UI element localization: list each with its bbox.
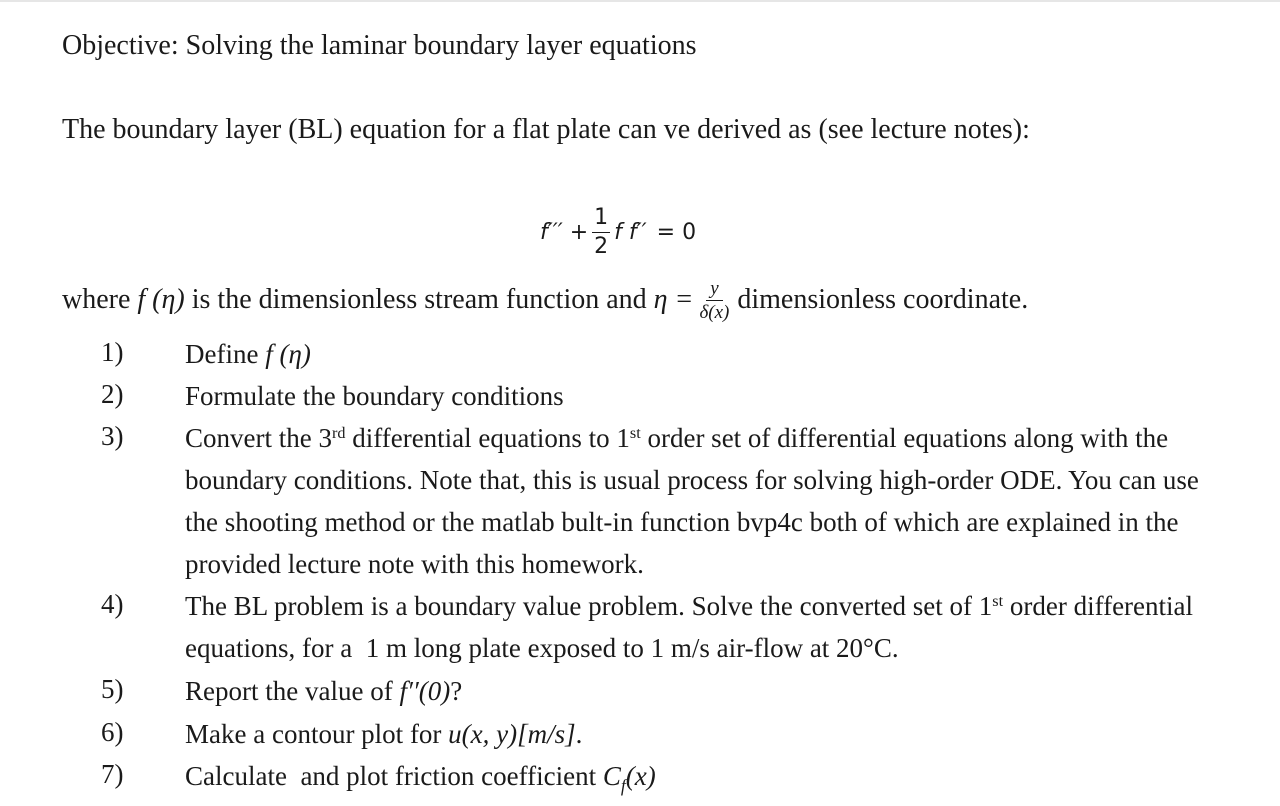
eta-fraction-numerator: y [706, 279, 722, 301]
equation-fraction [592, 204, 610, 259]
list-item-text: Formulate the boundary conditions [185, 381, 564, 411]
list-item-number: 7) [101, 759, 124, 789]
top-divider [0, 0, 1280, 2]
eta-fraction [699, 279, 729, 322]
intro-paragraph: The boundary layer (BL) equation for a flat plate can ve derived as (see lecture notes): [62, 114, 1030, 145]
item-math: f (η) [265, 339, 311, 369]
where-eta-eq: η = [653, 284, 694, 315]
list-item-text [185, 670, 1205, 712]
item-text: Make a contour plot for [185, 719, 442, 749]
equation-fraction-numerator: 1 [592, 207, 610, 233]
list-item-number: 6) [101, 717, 124, 747]
list-item-number: 1) [101, 337, 124, 367]
list-item-number: 3) [101, 421, 124, 451]
item-superscript: st [992, 592, 1004, 611]
list-item-number: 5) [101, 674, 124, 704]
objective-heading: Objective: Solving the laminar boundary layer equations [62, 30, 697, 61]
equation-rhs: = 0 [656, 219, 697, 245]
list-item-text [185, 755, 1205, 806]
item-text: differential equations to 1 [345, 423, 630, 453]
item-text: Calculate and plot friction coefficient [185, 761, 597, 791]
item-text: Define [185, 339, 259, 369]
where-line [62, 276, 1028, 324]
list-item-text [185, 713, 1205, 755]
list-item-text [185, 417, 1205, 585]
list-item-text [185, 333, 1205, 375]
list-item-number: 4) [101, 589, 124, 619]
where-part2: is the dimensionless stream function and [191, 284, 647, 315]
item-math: u(x, y)[m/s] [448, 719, 576, 749]
item-tail: . [575, 719, 583, 749]
eta-fraction-denominator: δ(x) [699, 301, 730, 323]
list-item-number: 2) [101, 379, 124, 409]
item-text: The BL problem is a boundary value problem. Solve the converted set of 1 [185, 591, 993, 621]
bl-equation [540, 202, 696, 262]
where-f-eta: f (η) [137, 284, 185, 315]
item-math: C [602, 761, 621, 791]
item-subscript: f [620, 775, 626, 796]
item-math: f′′(0) [399, 676, 451, 706]
item-text: Convert the 3 [185, 423, 332, 453]
item-superscript: rd [331, 424, 346, 443]
item-text: order set of differential equations along with the boundary conditions. Note that, this is usual process for solving high-order ODE. You can use the shooting method or the matlab bult-in function bvp4c both of which are explained in the provided lecture note with this homework. [185, 423, 1199, 579]
item-superscript: st [629, 424, 641, 443]
equation-lhs-start: f′′′ + [540, 219, 589, 245]
where-part3: dimensionless coordinate. [737, 284, 1029, 315]
item-math: (x) [625, 761, 656, 791]
item-text: Report the value of [185, 676, 393, 706]
item-tail: ? [450, 676, 463, 706]
item-text: order differential equations, for a 1 m long plate exposed to 1 m/s air-flow at 20°C. [185, 591, 1194, 663]
equation-lhs-end: f f′′ [614, 219, 647, 245]
equation-fraction-denominator: 2 [594, 233, 609, 259]
list-item-text [185, 585, 1205, 669]
where-part1: where [62, 284, 131, 315]
